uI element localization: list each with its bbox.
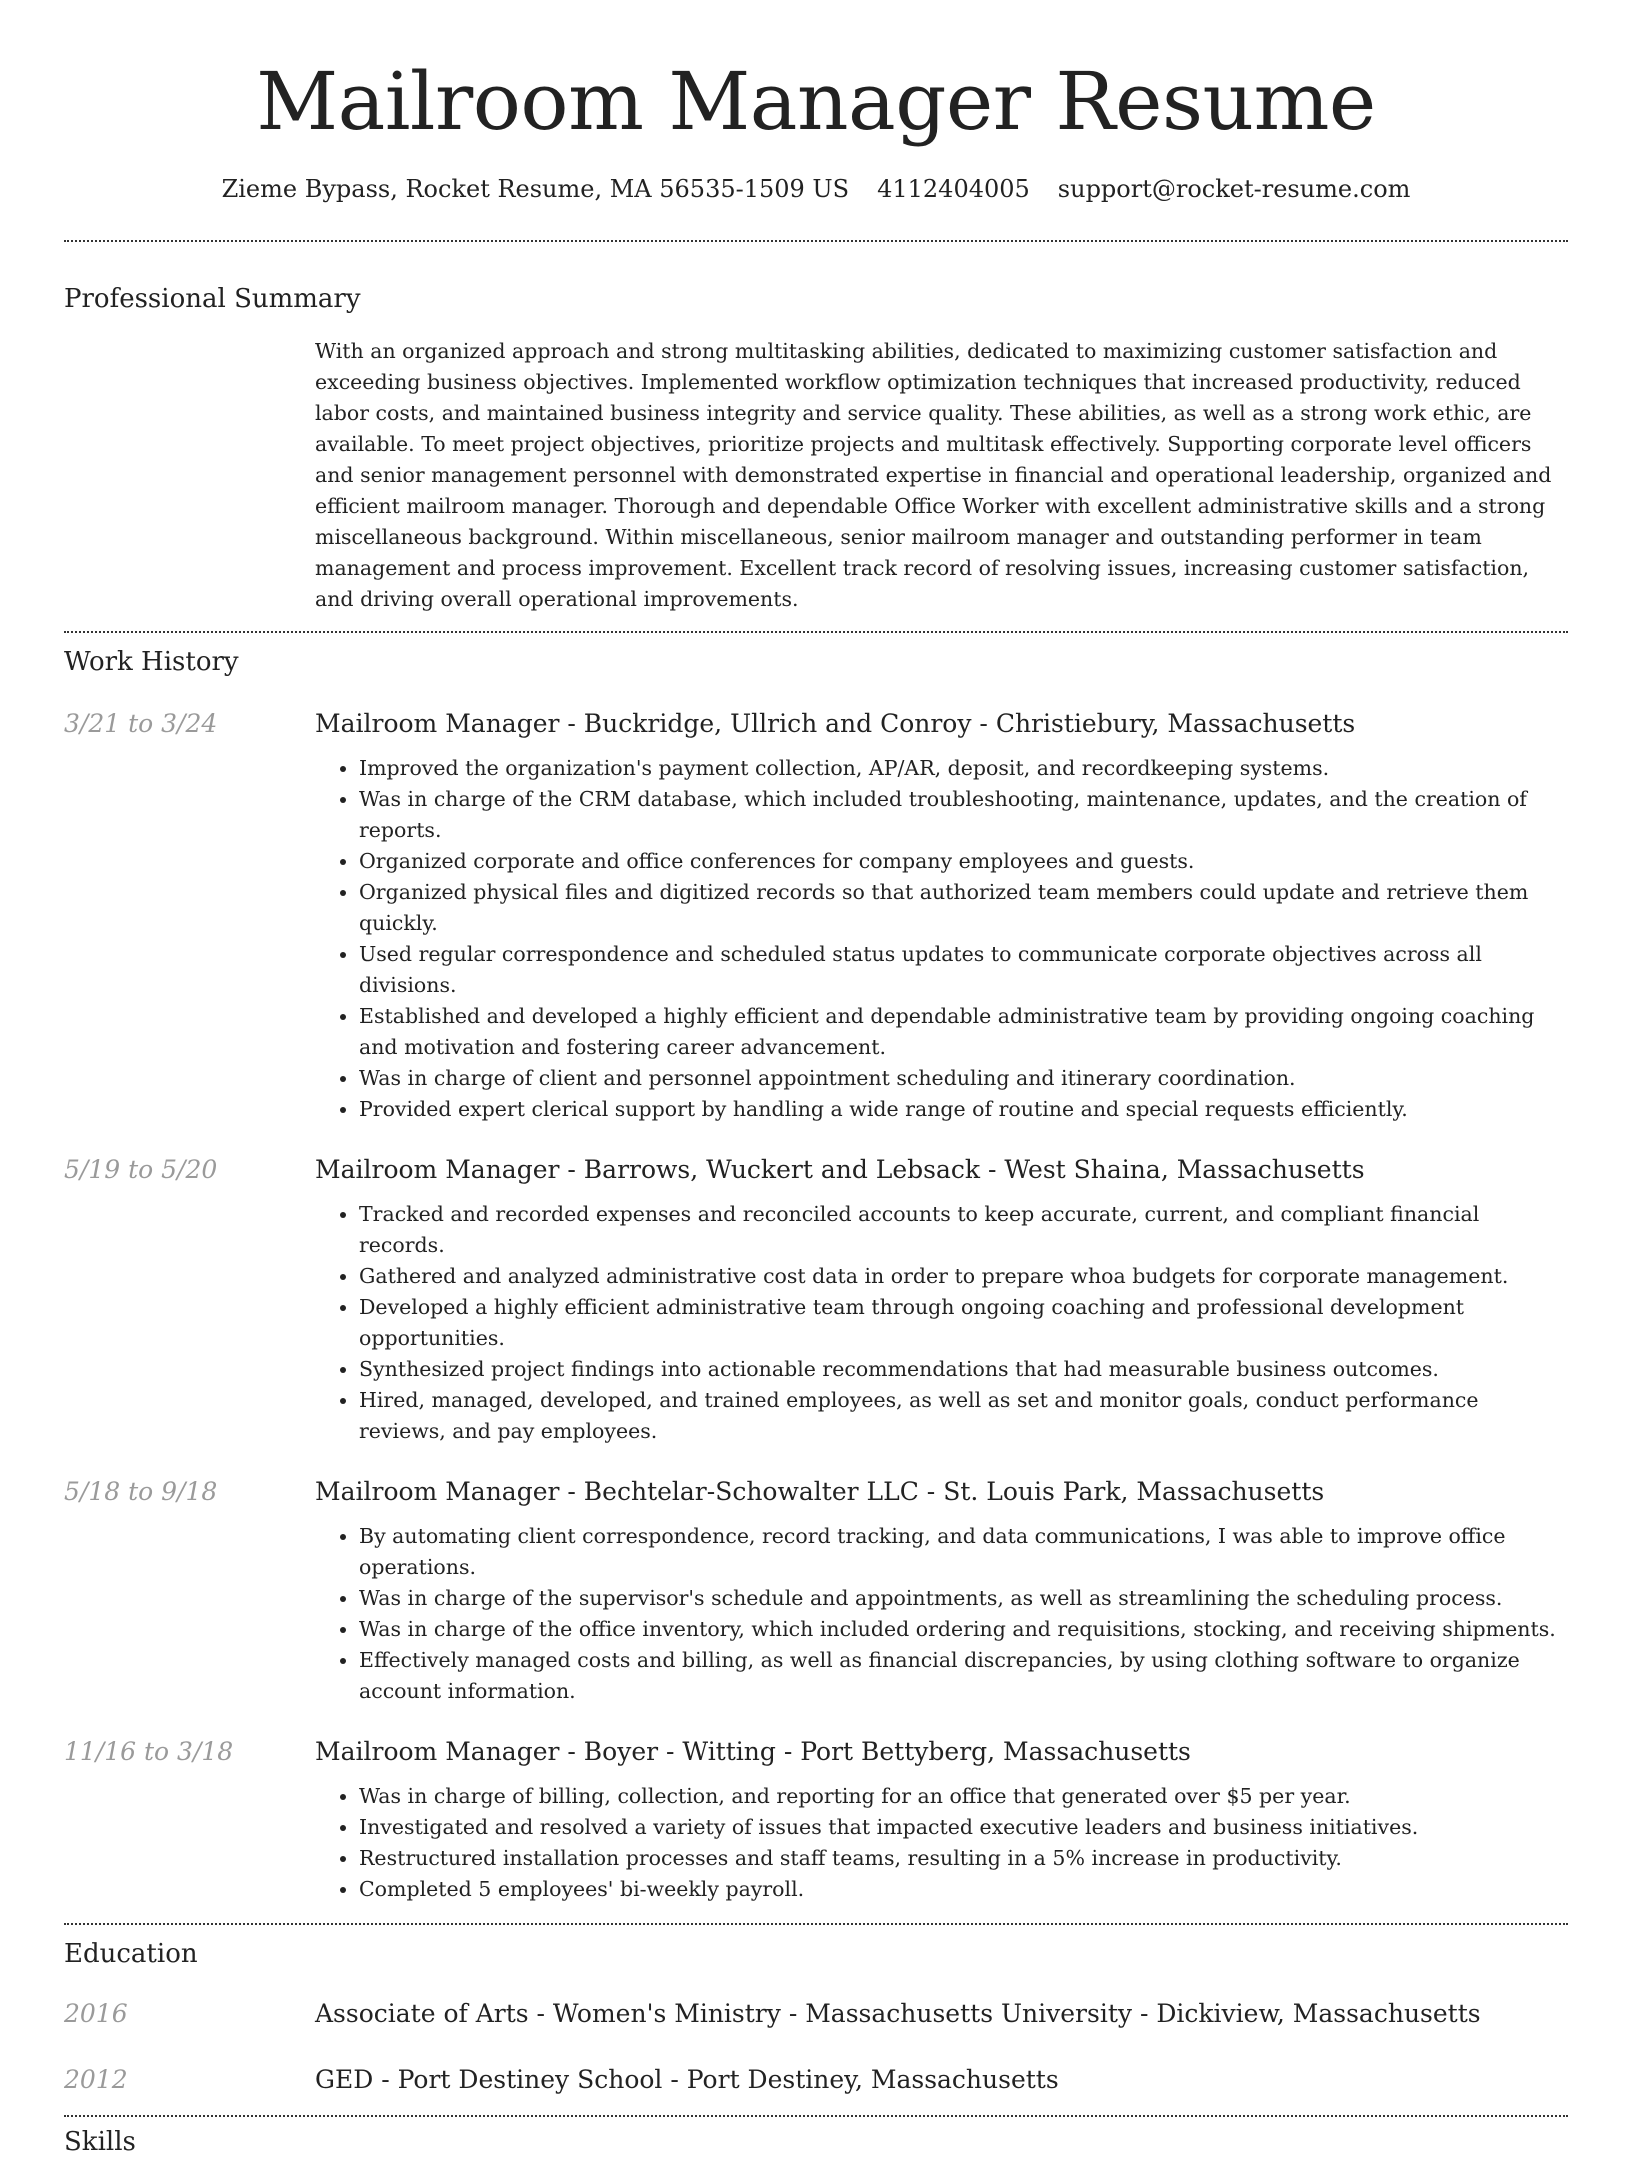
job-bullet: • Organized corporate and office conferences for company employees and guests. xyxy=(359,846,1568,877)
work-history-heading: Work History xyxy=(64,647,239,677)
contact-line xyxy=(64,172,1568,206)
education-entry xyxy=(64,1997,1568,2031)
job-bullet: • Investigated and resolved a variety of issues that impacted executive leaders and business initiatives. xyxy=(359,1812,1568,1843)
job-title: Mailroom Manager - Buckridge, Ullrich and Conroy - Christiebury, Massachusetts xyxy=(315,709,1356,738)
contact-phone: 4112404005 xyxy=(877,175,1030,203)
job-title: Mailroom Manager - Barrows, Wuckert and Lebsack - West Shaina, Massachusetts xyxy=(315,1155,1365,1184)
resume-page xyxy=(64,0,1568,2159)
job-bullet: • Was in charge of the CRM database, which included troubleshooting, maintenance, updates, and the creation of reports. xyxy=(359,784,1568,846)
job-title: Mailroom Manager - Bechtelar-Schowalter LLC - St. Louis Park, Massachusetts xyxy=(315,1477,1325,1506)
divider xyxy=(64,2115,1568,2117)
job-bullet: • Effectively managed costs and billing, as well as financial discrepancies, by using clothing software to organize account information. xyxy=(359,1645,1568,1707)
summary-heading: Professional Summary xyxy=(64,284,361,314)
job-dates: 11/16 to 3/18 xyxy=(64,1737,234,1766)
job-bullet: • Was in charge of the office inventory, which included ordering and requisitions, stocking, and receiving shipments. xyxy=(359,1614,1568,1645)
job-dates: 3/21 to 3/24 xyxy=(64,709,218,738)
job-bullets xyxy=(315,1781,1568,1905)
education-year: 2016 xyxy=(64,1999,128,2028)
job-bullet: • Hired, managed, developed, and trained employees, as well as set and monitor goals, conduct performance reviews, and pay employees. xyxy=(359,1385,1568,1447)
job-entry xyxy=(64,707,1568,1125)
job-dates: 5/19 to 5/20 xyxy=(64,1155,218,1184)
job-bullets xyxy=(315,1199,1568,1447)
job-bullets xyxy=(315,1521,1568,1707)
skills-heading: Skills xyxy=(64,2127,136,2157)
job-bullet: • Was in charge of billing, collection, and reporting for an office that generated over $5 per year. xyxy=(359,1781,1568,1812)
resume-title: Mailroom Manager Resume xyxy=(256,55,1376,148)
job-bullet: • Used regular correspondence and scheduled status updates to communicate corporate objectives across all divisions. xyxy=(359,939,1568,1001)
job-bullet: • Restructured installation processes and staff teams, resulting in a 5% increase in productivity. xyxy=(359,1843,1568,1874)
contact-email[interactable]: support@rocket-resume.com xyxy=(1057,175,1411,203)
divider xyxy=(64,1923,1568,1925)
education-title: Associate of Arts - Women's Ministry - Massachusetts University - Dickiview, Massachusetts xyxy=(315,1999,1481,2028)
education-heading: Education xyxy=(64,1939,198,1969)
divider xyxy=(64,240,1568,242)
work-history-section xyxy=(64,645,1568,1923)
job-title: Mailroom Manager - Boyer - Witting - Port Bettyberg, Massachusetts xyxy=(315,1737,1191,1766)
job-bullet: • Improved the organization's payment collection, AP/AR, deposit, and recordkeeping systems. xyxy=(359,753,1568,784)
job-bullet: • Organized physical files and digitized records so that authorized team members could update and retrieve them quickly. xyxy=(359,877,1568,939)
job-bullet: • Synthesized project findings into actionable recommendations that had measurable business outcomes. xyxy=(359,1354,1568,1385)
job-bullet: • By automating client correspondence, record tracking, and data communications, I was able to improve office operations. xyxy=(359,1521,1568,1583)
summary-text: With an organized approach and strong multitasking abilities, dedicated to maximizing customer satisfaction and exceeding business objectives. Implemented workflow optimization techniques that increased productivity, reduced labor costs, and maintained business integrity and service quality. These abilities, as well as a strong work ethic, are available. To meet project objectives, prioritize projects and multitask effectively. Supporting corporate level officers and senior management personnel with demonstrated expertise in financial and operational leadership, organized and efficient mailroom manager. Thorough and dependable Office Worker with excellent administrative skills and a strong miscellaneous background. Within miscellaneous, senior mailroom manager and outstanding performer in team management and process improvement. Excellent track record of resolving issues, increasing customer satisfaction, and driving overall operational improvements. xyxy=(315,339,1552,611)
job-bullet: • Completed 5 employees' bi-weekly payroll. xyxy=(359,1874,1568,1905)
divider xyxy=(64,631,1568,633)
job-bullet: • Developed a highly efficient administrative team through ongoing coaching and professional development opportunities. xyxy=(359,1292,1568,1354)
job-entry xyxy=(64,1735,1568,1905)
job-entry xyxy=(64,1153,1568,1447)
job-dates: 5/18 to 9/18 xyxy=(64,1477,218,1506)
education-entry xyxy=(64,2063,1568,2097)
job-bullet: • Established and developed a highly efficient and dependable administrative team by providing ongoing coaching and motivation and fostering career advancement. xyxy=(359,1001,1568,1063)
job-bullet: • Gathered and analyzed administrative cost data in order to prepare whoa budgets for corporate management. xyxy=(359,1261,1568,1292)
education-year: 2012 xyxy=(64,2065,128,2094)
contact-address: Zieme Bypass, Rocket Resume, MA 56535-1509 US xyxy=(221,175,850,203)
education-section xyxy=(64,1937,1568,2115)
education-title: GED - Port Destiney School - Port Destiney, Massachusetts xyxy=(315,2065,1059,2094)
job-bullet: • Was in charge of the supervisor's schedule and appointments, as well as streamlining the scheduling process. xyxy=(359,1583,1568,1614)
job-bullet: • Tracked and recorded expenses and reconciled accounts to keep accurate, current, and compliant financial records. xyxy=(359,1199,1568,1261)
job-bullet: • Was in charge of client and personnel appointment scheduling and itinerary coordination. xyxy=(359,1063,1568,1094)
job-entry xyxy=(64,1475,1568,1707)
job-bullets xyxy=(315,753,1568,1125)
job-bullet: • Provided expert clerical support by handling a wide range of routine and special requests efficiently. xyxy=(359,1094,1568,1125)
